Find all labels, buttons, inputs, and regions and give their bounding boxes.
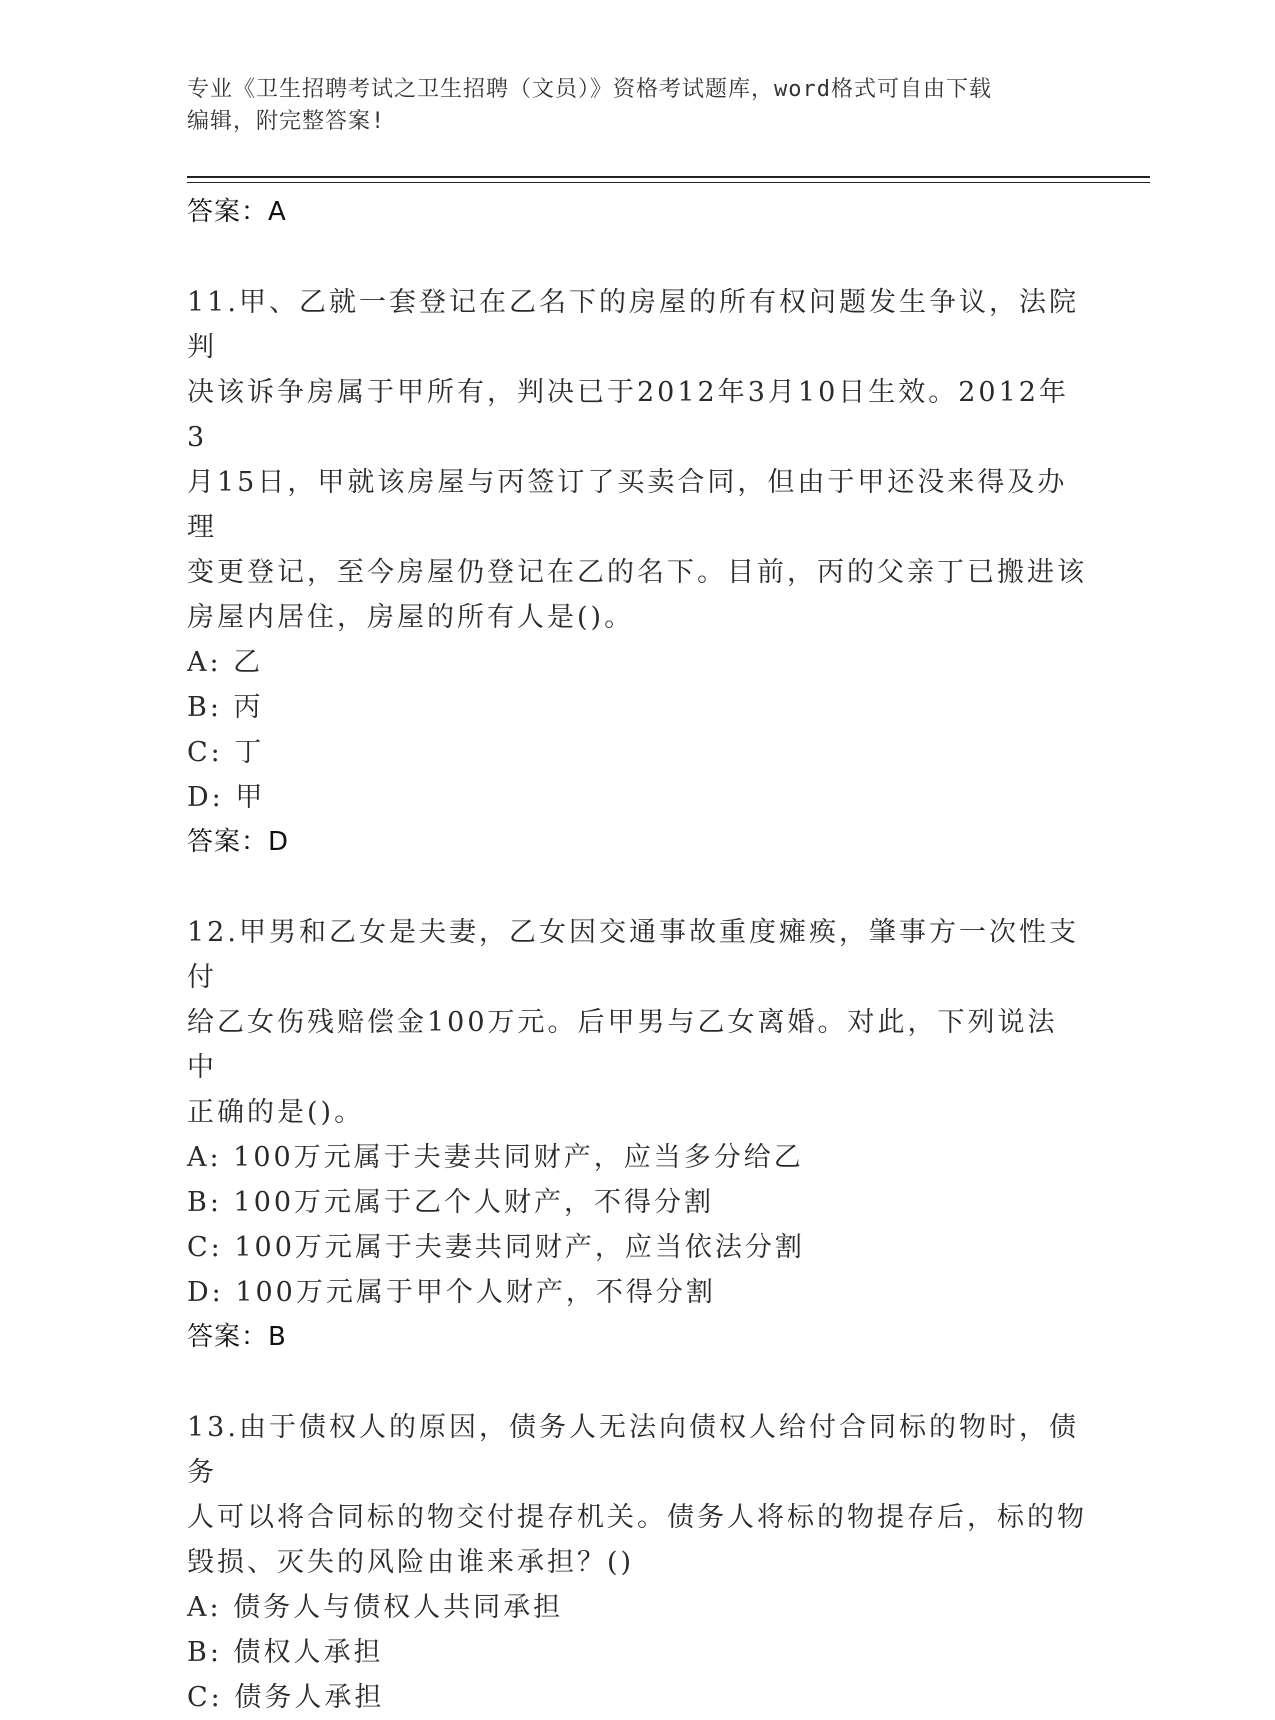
answer-line: 答案：B [187, 1322, 287, 1352]
question-13 [187, 1405, 1087, 1720]
option-b: B: 债权人承担 [187, 1637, 384, 1668]
question-text-line: 人可以将合同标的物交付提存机关。债务人将标的物提存后，标的物 [187, 1502, 1087, 1533]
question-text-line: 月15日，甲就该房屋与丙签订了买卖合同，但由于甲还没来得及办理 [187, 467, 1068, 543]
option-a: A: 债务人与债权人共同承担 [187, 1592, 564, 1623]
question-11 [187, 280, 1087, 865]
option-a: A: 乙 [187, 647, 264, 678]
question-text-line: 房屋内居住，房屋的所有人是()。 [187, 602, 635, 633]
header-line-1: 专业《卫生招聘考试之卫生招聘（文员）》资格考试题库，word格式可自由下载 [187, 77, 992, 102]
header-line-2: 编辑，附完整答案! [187, 109, 386, 134]
header-divider-thick [187, 176, 1150, 178]
document-header [187, 74, 1087, 138]
question-text-line: 给乙女伤残赔偿金100万元。后甲男与乙女离婚。对此，下列说法中 [187, 1007, 1058, 1083]
document-body [187, 190, 1087, 1720]
question-text-line: 决该诉争房属于甲所有，判决已于2012年3月10日生效。2012年3 [187, 377, 1069, 453]
header-divider-thin [187, 182, 1150, 183]
question-text-line: 12.甲男和乙女是夫妻，乙女因交通事故重度瘫痪，肇事方一次性支付 [187, 917, 1079, 993]
question-text-line: 变更登记，至今房屋仍登记在乙的名下。目前，丙的父亲丁已搬进该 [187, 557, 1087, 588]
answer-line: 答案：A [187, 197, 287, 227]
question-text-line: 11.甲、乙就一套登记在乙名下的房屋的所有权问题发生争议，法院判 [187, 287, 1079, 363]
option-b: B: 丙 [187, 692, 264, 723]
question-12 [187, 910, 1087, 1360]
option-b: B: 100万元属于乙个人财产，不得分割 [187, 1187, 715, 1218]
question-text-line: 毁损、灭失的风险由谁来承担？() [187, 1547, 635, 1578]
option-a: A: 100万元属于夫妻共同财产，应当多分给乙 [187, 1142, 804, 1173]
option-c: C: 债务人承担 [187, 1682, 385, 1713]
option-c: C: 100万元属于夫妻共同财产，应当依法分割 [187, 1232, 805, 1263]
question-text-line: 13.由于债权人的原因，债务人无法向债权人给付合同标的物时，债务 [187, 1412, 1079, 1488]
question-text-line: 正确的是()。 [187, 1097, 365, 1128]
option-c: C: 丁 [187, 737, 265, 768]
option-d: D: 100万元属于甲个人财产，不得分割 [187, 1277, 716, 1308]
answer-line: 答案：D [187, 827, 290, 857]
option-d: D: 甲 [187, 782, 266, 813]
